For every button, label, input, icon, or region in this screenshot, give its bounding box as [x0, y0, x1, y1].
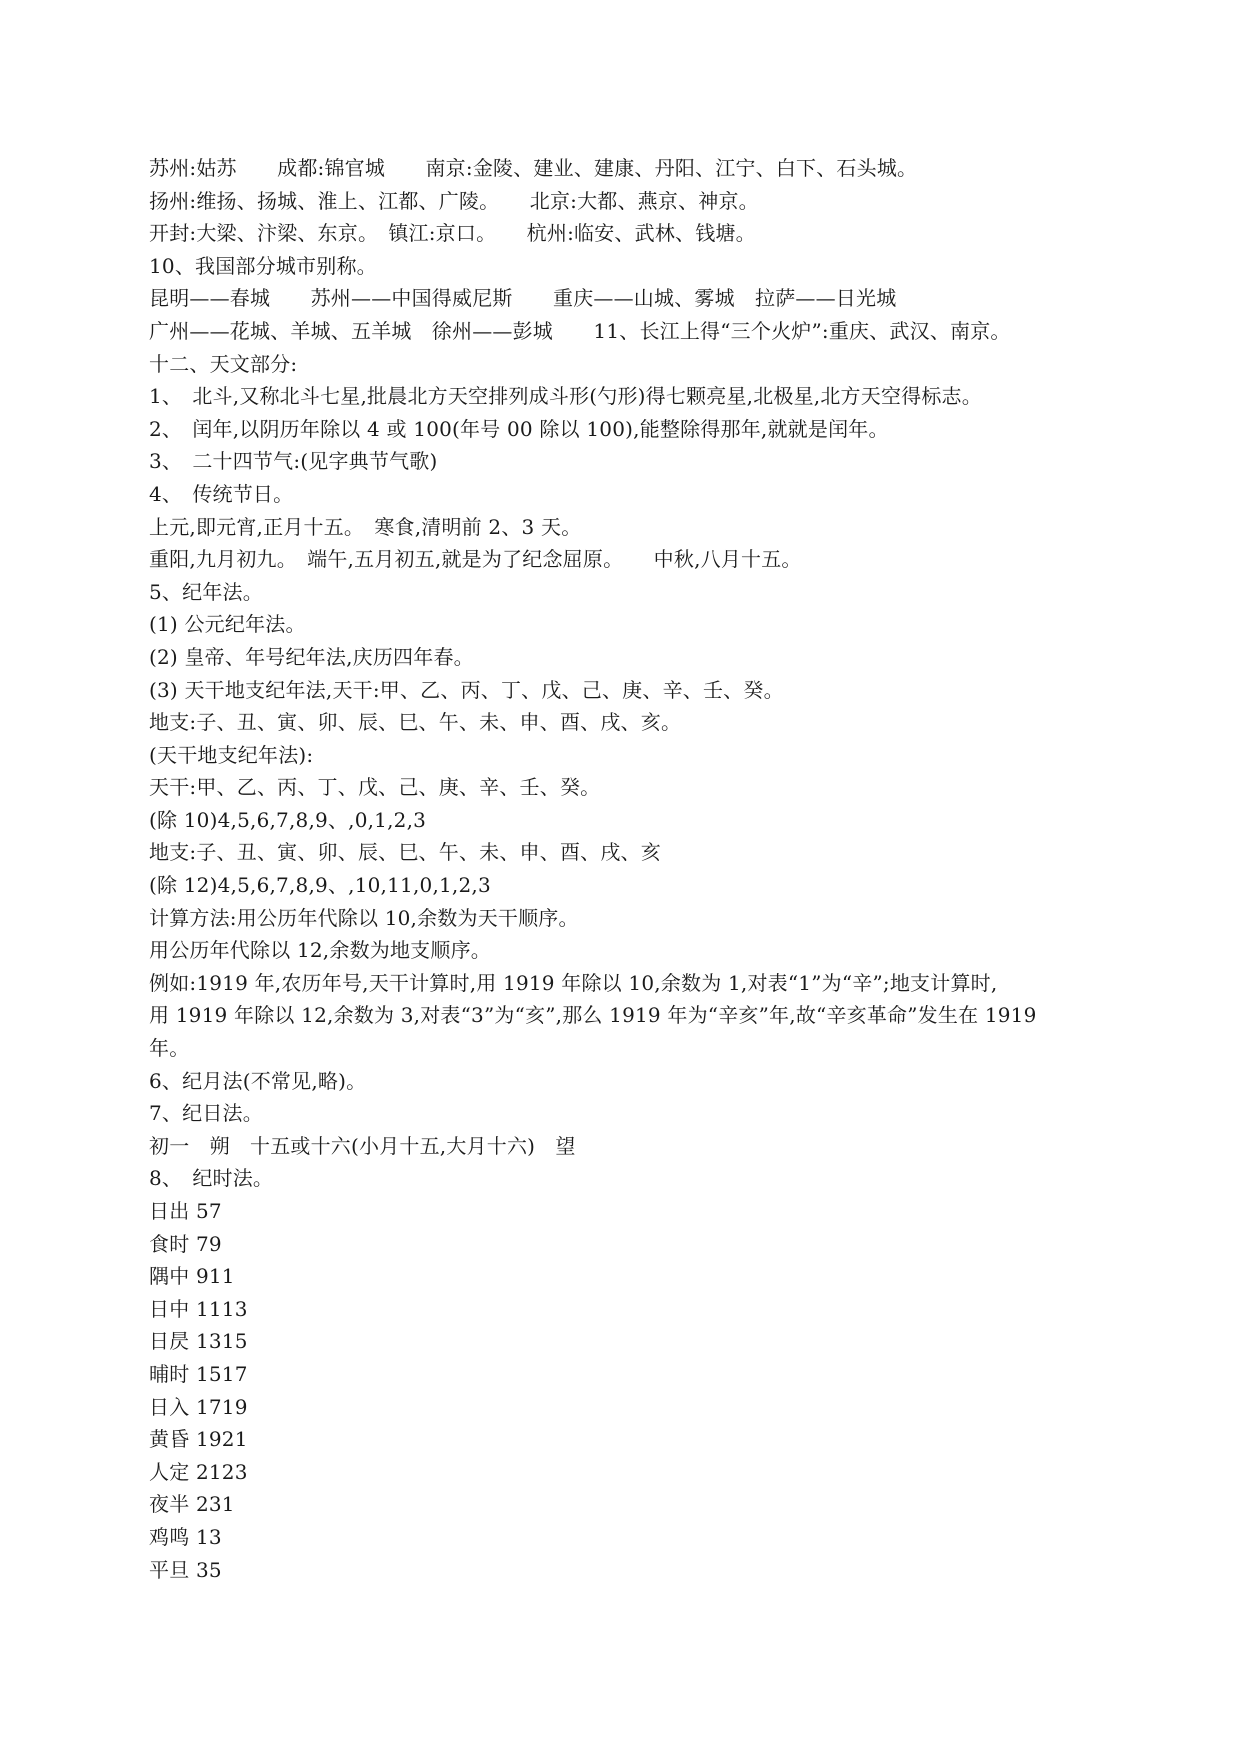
- text-line: 4、 传统节日。: [149, 481, 294, 506]
- text-line: 初一 朔 十五或十六(小月十五,大月十六) 望: [149, 1133, 576, 1158]
- text-line: 十二、天文部分:: [149, 351, 298, 376]
- text-line: 广州——花城、羊城、五羊城 徐州——彭城 11、长江上得“三个火炉”:重庆、武汉、南京。: [149, 318, 1011, 343]
- text-line: 开封:大梁、汴梁、东京。 镇江:京口。 杭州:临安、武林、钱塘。: [149, 221, 756, 246]
- text-line: 平旦 35: [149, 1557, 222, 1582]
- text-line: 天干:甲、乙、丙、丁、戊、己、庚、辛、壬、癸。: [149, 775, 601, 800]
- text-line: 晡时 1517: [149, 1361, 248, 1386]
- text-line: 6、纪月法(不常见,略)。: [149, 1068, 367, 1093]
- text-line: (天干地支纪年法):: [149, 742, 314, 767]
- text-line: 日昃 1315: [149, 1329, 248, 1354]
- text-line: (1) 公元纪年法。: [149, 612, 306, 637]
- text-line: 扬州:维扬、扬城、淮上、江都、广陵。 北京:大都、燕京、神京。: [149, 188, 759, 213]
- text-line: 8、 纪时法。: [149, 1166, 274, 1191]
- text-line: 7、纪日法。: [149, 1101, 263, 1126]
- text-line: (除 10)4,5,6,7,8,9、,0,1,2,3: [149, 807, 427, 832]
- text-line: 昆明——春城 苏州——中国得威尼斯 重庆——山城、雾城 拉萨——日光城: [149, 286, 897, 311]
- text-line: 日中 1113: [149, 1296, 248, 1321]
- text-line: 地支:子、丑、寅、卯、辰、巳、午、未、申、酉、戌、亥: [149, 840, 661, 865]
- text-line: 用 1919 年除以 12,余数为 3,对表“3”为“亥”,那么 1919 年为“辛亥”年,故“辛亥革命”发生在 1919: [149, 1003, 1037, 1028]
- text-line: 苏州:姑苏 成都:锦官城 南京:金陵、建业、建康、丹阳、江宁、白下、石头城。: [149, 156, 918, 180]
- text-line: (2) 皇帝、年号纪年法,庆历四年春。: [149, 644, 474, 669]
- text-line: 用公历年代除以 12,余数为地支顺序。: [149, 938, 491, 963]
- text-line: 上元,即元宵,正月十五。 寒食,清明前 2、3 天。: [149, 514, 582, 539]
- text-line: 日入 1719: [149, 1394, 248, 1419]
- text-line: 隅中 911: [149, 1264, 235, 1289]
- text-line: (3) 天干地支纪年法,天干:甲、乙、丙、丁、戊、己、庚、辛、壬、癸。: [149, 677, 784, 702]
- text-line: 黄昏 1921: [149, 1427, 248, 1452]
- text-line: 食时 79: [149, 1231, 222, 1256]
- text-line: 2、 闰年,以阴历年除以 4 或 100(年号 00 除以 100),能整除得那年,就就是闰年。: [149, 416, 889, 441]
- text-line: 人定 2123: [149, 1459, 248, 1484]
- document-body: [149, 152, 1129, 1586]
- text-line: 5、纪年法。: [149, 579, 263, 604]
- text-line: 3、 二十四节气:(见字典节气歌): [149, 449, 438, 474]
- text-line: 10、我国部分城市别称。: [149, 253, 377, 278]
- text-line: 例如:1919 年,农历年号,天干计算时,用 1919 年除以 10,余数为 1,对表“1”为“辛”;地支计算时,: [149, 970, 998, 995]
- text-line: 重阳,九月初九。 端午,五月初五,就是为了纪念屈原。 中秋,八月十五。: [149, 547, 802, 572]
- text-line: 鸡鸣 13: [149, 1524, 222, 1549]
- text-line: 年。: [149, 1036, 190, 1061]
- text-line: 计算方法:用公历年代除以 10,余数为天干顺序。: [149, 905, 579, 930]
- text-line: (除 12)4,5,6,7,8,9、,10,11,0,1,2,3: [149, 873, 491, 898]
- text-line: 夜半 231: [149, 1492, 235, 1517]
- text-line: 日出 57: [149, 1199, 222, 1223]
- text-line: 1、 北斗,又称北斗七星,批晨北方天空排列成斗形(勺形)得七颗亮星,北极星,北方天空得标志。: [149, 384, 982, 409]
- text-line: 地支:子、丑、寅、卯、辰、巳、午、未、申、酉、戌、亥。: [149, 710, 682, 735]
